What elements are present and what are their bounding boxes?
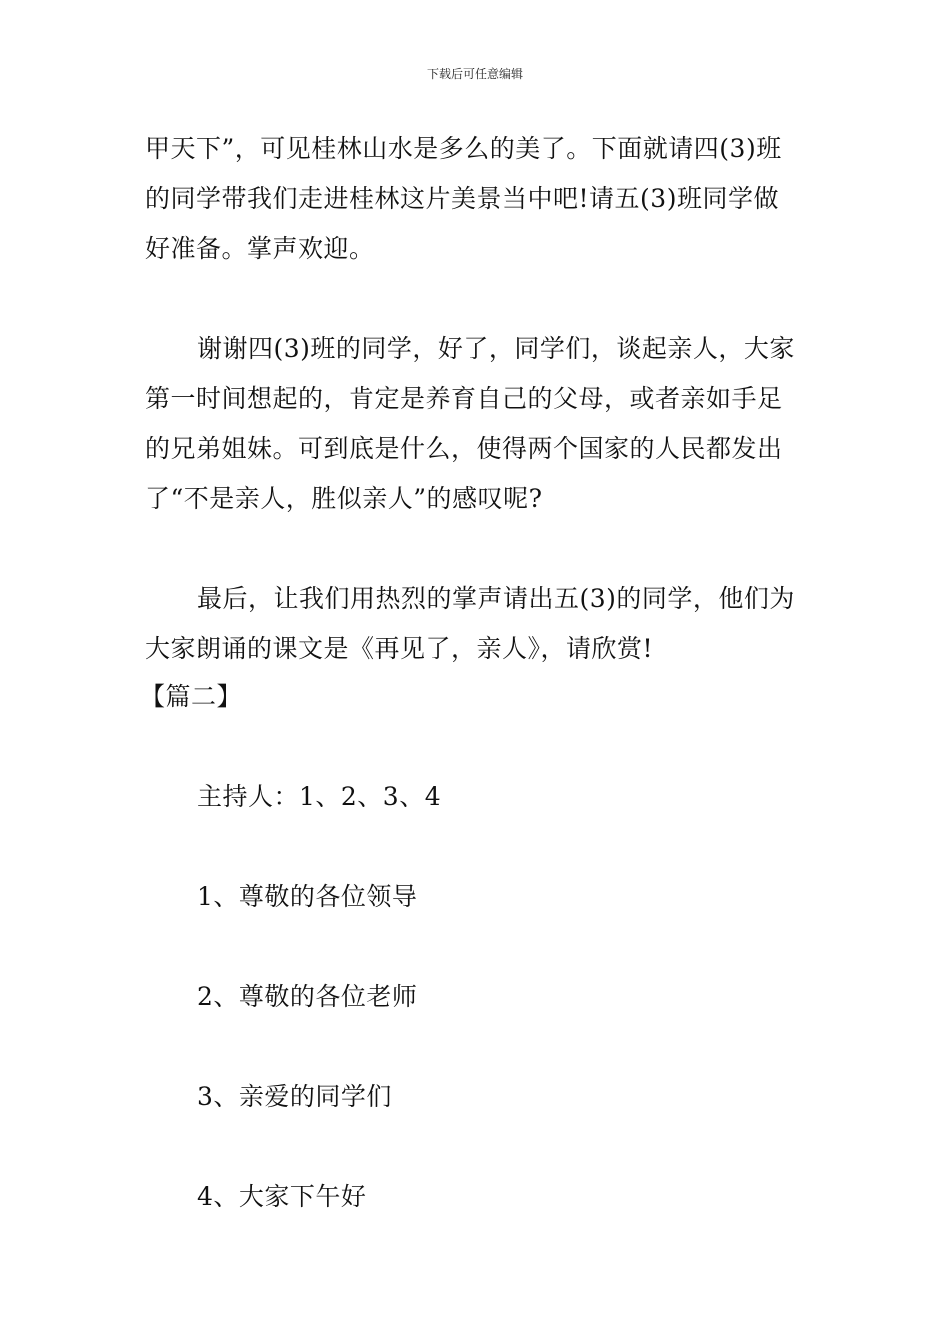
paragraph-line: 甲天下”，可见桂林山水是多么的美了。下面就请四(3)班 [145,134,782,163]
paragraph-line: 的同学带我们走进桂林这片美景当中吧!请五(3)班同学做 [145,184,779,213]
paragraph-3 [145,574,810,674]
paragraph-line: 大家朗诵的课文是《再见了，亲人》，请欣赏! [145,634,654,663]
greeting-line-4: 4、大家下午好 [197,1182,367,1211]
page-header: 下载后可任意编辑 [426,67,523,81]
paragraph-line: 谢谢四(3)班的同学，好了，同学们，谈起亲人，大家 [197,334,795,363]
paragraph-line: 第一时间想起的，肯定是养育自己的父母，或者亲如手足 [145,384,783,413]
greeting-line-3: 3、亲爱的同学们 [197,1082,392,1111]
section-heading: 【篇二】 [140,682,243,711]
paragraph-line: 的兄弟姐妹。可到底是什么，使得两个国家的人民都发出 [145,434,783,463]
paragraph-line: 好准备。掌声欢迎。 [145,234,375,263]
paragraph-1 [145,124,810,274]
host-line: 主持人：1、2、3、4 [197,782,442,811]
greeting-line-2: 2、尊敬的各位老师 [197,982,418,1011]
greeting-line-1: 1、尊敬的各位领导 [197,882,418,911]
paragraph-line: 了“不是亲人，胜似亲人”的感叹呢? [145,484,543,513]
paragraph-line: 最后，让我们用热烈的掌声请出五(3)的同学，他们为 [197,584,795,613]
paragraph-2 [145,324,810,524]
